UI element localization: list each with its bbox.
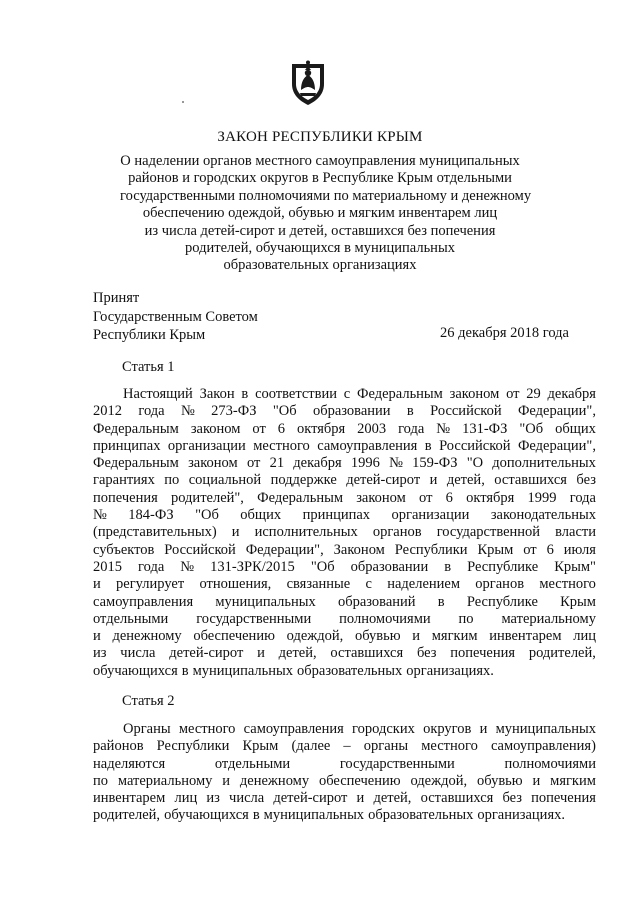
word: № [389,455,403,472]
word: 2015 [93,558,122,575]
word: детей-сирот [273,790,348,807]
word: обеспечению [318,772,401,789]
paragraph-line [93,576,596,593]
word: июля [563,541,596,558]
paragraph-line [93,472,596,489]
word: обувью [354,628,401,645]
word: Федеральным [93,455,179,472]
word: лиц [573,628,596,645]
word: без [502,790,522,807]
word: года [138,558,165,575]
word: исполнительных [254,524,358,541]
word: власти [555,524,596,541]
word: с [365,576,372,593]
word: обучающихся [93,662,178,679]
word: городских [352,721,415,737]
word: обеспечению [193,628,275,645]
word: "Об [519,420,544,437]
word: муниципальных [215,593,316,610]
word: мягким [550,772,596,789]
word: по [458,610,474,627]
word: общих [555,420,596,437]
word: дополнительных [492,455,596,472]
word: "О [466,455,484,472]
word: родителей, [93,807,161,824]
word: обучающихся [164,807,249,824]
paragraph-line [93,628,596,645]
word: отдельными [93,610,169,627]
word: регулирует [116,576,185,593]
word: года [398,420,425,437]
word: муниципальных [495,721,596,737]
word: законом [356,489,406,506]
word: 6 [277,420,286,437]
word: 2012 [93,403,122,420]
word: инвентарем [93,790,166,807]
word: года [569,489,596,506]
paragraph-line [93,773,596,790]
word: 21 [269,455,285,472]
word: местного [421,738,478,755]
word: соответствии [255,386,337,402]
paragraph-line [93,721,596,738]
word: – [343,738,351,755]
word: государственными [339,755,455,772]
word: одеждой, [410,772,468,789]
word: принципах [93,437,161,454]
word: образований [337,593,416,610]
word: Органы [123,721,171,737]
word: организации [167,437,246,454]
adoption-line: Республики Крым [93,327,206,343]
word: "Об [272,403,297,420]
word: наделяются [93,755,166,772]
word: в [181,662,189,679]
word: 6 [546,541,554,558]
word: в [444,558,452,575]
word: от [506,386,520,402]
word: в [437,593,445,610]
coat-of-arms-emblem [289,60,327,106]
word: самоуправления [243,721,344,737]
word: 131-ЗРК/2015 [210,558,295,575]
word: по [164,472,180,489]
word: 1996 [350,455,380,472]
word: полномочиями [339,610,431,627]
word: Российской [430,403,502,420]
paragraph-line [93,507,596,524]
word: органов [475,576,525,593]
word: № [436,420,451,437]
word: наделением [387,576,461,593]
word: Федерации", [517,403,596,420]
word: полномочиями [504,755,596,772]
word: организациях. [406,662,494,679]
word: самоуправления [93,593,194,610]
word: муниципальных [263,807,365,824]
word: Крым" [554,558,596,575]
word: Республики [394,541,468,558]
word: из [93,645,107,662]
word: Крым [477,541,514,558]
word: 184-ФЗ [128,507,174,524]
word: местного [539,576,596,593]
word: 273-ФЗ [211,403,257,420]
word: и [93,628,101,645]
word: и [412,628,421,645]
word: детей-сирот [346,472,421,489]
word: № [180,403,195,420]
word: материальному [117,772,213,789]
word: инвентарем [489,628,562,645]
word: Крым [560,593,596,610]
word: материальному [501,610,596,627]
word: и [532,772,541,789]
word: отношения, [199,576,272,593]
paragraph-line [93,542,596,559]
word: гарантиях [93,472,155,489]
word: социальной [188,472,262,489]
paragraph-line [93,403,596,420]
paragraph-line [93,438,596,455]
paragraph-line [93,524,596,541]
word: образовании [350,558,429,575]
word: законодательных [490,507,596,524]
word: образовательных [297,662,403,679]
word: Законом [333,541,385,558]
word: "Об [310,558,335,575]
word: 6 [445,489,453,506]
subtitle-line: районов и городских округов в Республике Крым отдельными [128,170,512,187]
word: детей, [373,790,412,807]
word: органы [363,738,409,755]
word: и [231,524,240,541]
word: отдельными [214,755,291,772]
word: районов [93,738,144,755]
word: и [222,772,231,789]
word: организациях. [477,807,565,824]
word: Федеральным [357,386,443,402]
word: организации [391,507,470,524]
word: Федеральным [257,489,343,506]
word: без [416,645,437,662]
word: попечения [450,645,516,662]
word: Республике [467,558,539,575]
word: обувью [477,772,523,789]
word: Российской [439,437,511,454]
paragraph-line [93,611,596,628]
word: поддержке [270,472,337,489]
paragraph-line [93,386,596,403]
word: и [93,576,101,593]
word: (далее [291,738,331,755]
word: государственной [436,524,541,541]
word: от [246,455,261,472]
article-1-heading: Статья 1 [122,359,175,375]
word: Республики [156,738,230,755]
word: от [252,420,266,437]
word: и [479,721,488,737]
word: с [343,386,351,402]
word: государственными [196,610,312,627]
subtitle-line: обеспечению одеждой, обувью и мягким инвентарем лиц [142,205,498,222]
subtitle-line: О наделении органов местного самоуправления муниципальных [120,153,520,169]
paragraph-line [93,645,596,662]
word: принципах [302,507,371,524]
document-title: ЗАКОН РЕСПУБЛИКИ КРЫМ [217,129,423,145]
word: детей, [278,645,317,662]
subtitle-line: образовательных организациях [223,257,417,274]
word: Федеральным [93,420,179,437]
adoption-line: Принят [93,290,140,306]
paragraph-line [93,790,596,807]
word: местного [253,437,310,454]
word: "Об [195,507,219,524]
word: законом [449,386,500,402]
word: денежному [239,772,310,789]
word: родителей, [528,645,596,662]
word: органов [372,524,422,541]
word: декабря [547,386,596,402]
paragraph-line [93,756,596,773]
word: числа [229,790,265,807]
word: самоуправления [317,437,418,454]
scan-speck [182,101,184,103]
word: законом [190,420,241,437]
paragraph-line [93,807,596,824]
paragraph-line [93,490,596,507]
word: года [138,403,165,420]
paragraph-line [93,738,596,755]
paragraph-line [93,559,596,576]
word: и [356,790,365,807]
word: лиц [174,790,198,807]
paragraph-line [93,455,596,472]
word: в [252,807,260,824]
adoption-line: Государственным Советом [93,308,258,325]
word: родителей", [170,489,244,506]
word: детей-сирот [169,645,244,662]
adoption-block [93,289,258,345]
word: 131-ФЗ [462,420,508,437]
paragraph-line [93,594,596,611]
word: в [241,386,249,402]
word: попечения [531,790,596,807]
subtitle-line: государственными полномочиями по материальному и денежному [120,187,532,204]
word: от [419,489,433,506]
word: субъектов [93,541,155,558]
adoption-date: 26 декабря 2018 года [440,325,569,341]
word: местного [178,721,236,737]
word: Федерации", [245,541,324,558]
document-subtitle [120,153,532,275]
paragraph-line [93,421,596,438]
word: самоуправления) [490,738,596,755]
article-2-body [93,721,596,825]
word: 1999 [527,489,557,506]
word: общих [240,507,282,524]
word: без [576,472,596,489]
word: из [206,790,220,807]
word: попечения [93,489,158,506]
word: оставшихся [330,645,404,662]
word: Настоящий [123,386,193,402]
word: связанные [286,576,351,593]
word: от [523,541,537,558]
word: (представительных) [93,524,217,541]
word: одеждой, [286,628,344,645]
word: декабря [293,455,342,472]
word: и [429,472,438,489]
word: оставшихся [420,790,494,807]
word: денежному [112,628,182,645]
word: числа [120,645,156,662]
word: № [180,558,195,575]
word: оставшихся [494,472,567,489]
word: и [257,645,265,662]
word: № [93,507,107,524]
article-1-body [93,386,596,680]
word: октября [466,489,515,506]
word: Крым [242,738,279,755]
word: образовательных [368,807,474,824]
word: по [93,772,109,789]
word: октября [296,420,346,437]
subtitle-line: из числа детей-сирот и детей, оставшихся без попечения [144,222,496,239]
word: Федерации", [517,437,596,454]
word: 2003 [357,420,387,437]
word: муниципальных [192,662,293,679]
word: 29 [526,386,541,402]
word: Закон [199,386,235,402]
word: 159-ФЗ [412,455,458,472]
word: законом [188,455,238,472]
word: детей, [446,472,485,489]
word: в [424,437,432,454]
article-2-heading: Статья 2 [122,693,175,709]
word: образовании [312,403,391,420]
subtitle-line: родителей, обучающихся в муниципальных [185,240,455,257]
word: Республике [466,593,538,610]
word: в [406,403,414,420]
paragraph-line [93,663,596,680]
word: Российской [164,541,236,558]
word: округов [423,721,472,737]
word: мягким [431,628,478,645]
